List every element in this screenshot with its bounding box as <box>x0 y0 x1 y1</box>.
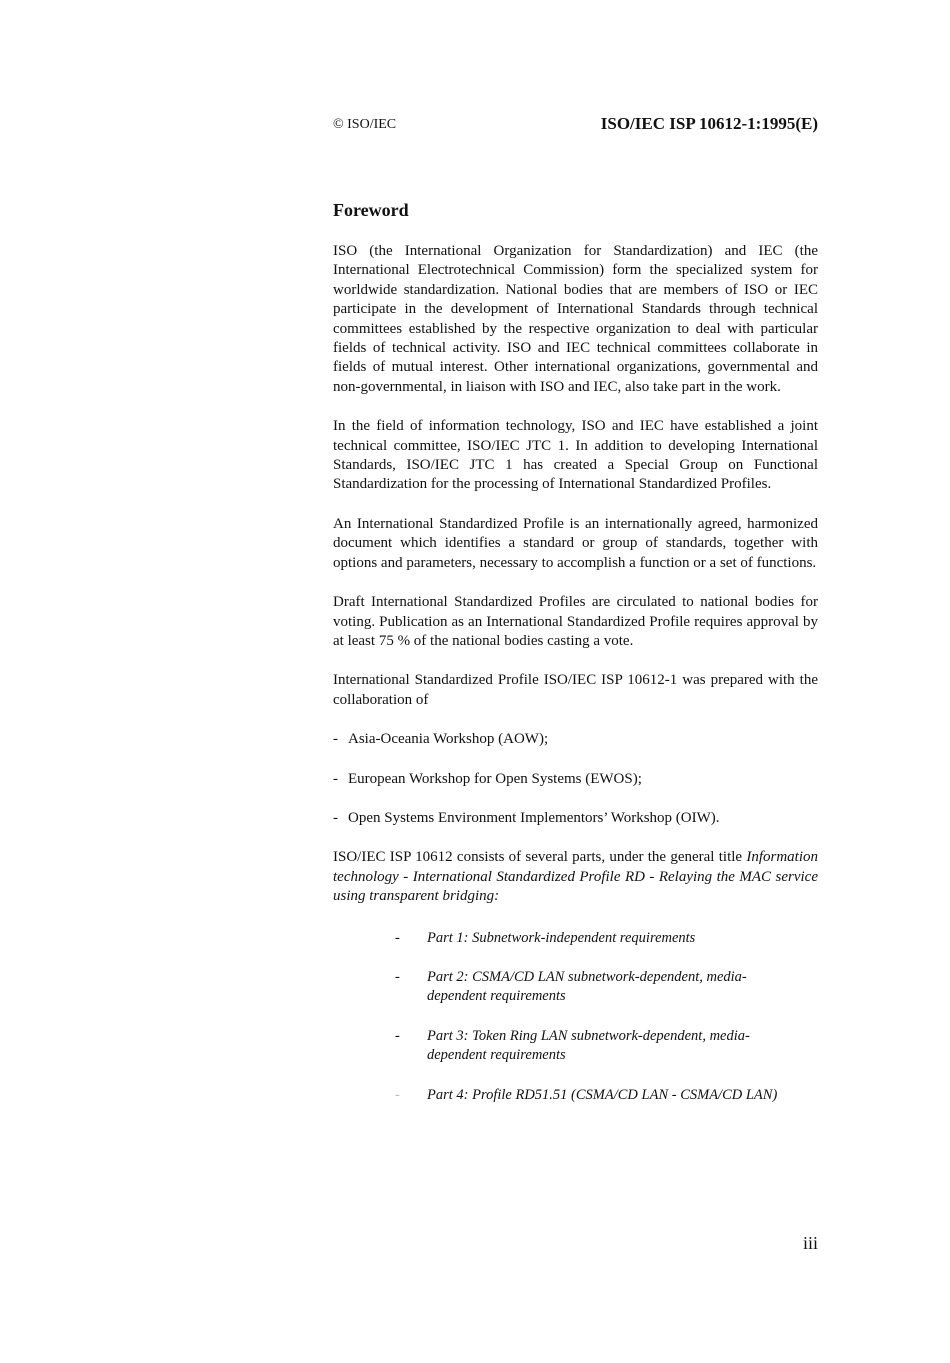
part-title: Part 1: Subnetwork-independent requirements <box>427 929 696 946</box>
workshop-name: European Workshop for Open Systems (EWOS); <box>348 770 642 787</box>
foreword-body <box>333 242 818 1125</box>
list-item <box>333 1086 818 1105</box>
workshop-name: Open Systems Environment Implementors’ Workshop (OIW). <box>348 809 720 826</box>
paragraph: In the field of information technology, ISO and IEC have established a joint technical committee, ISO/IEC JTC 1. In addition to developing International Standards, ISO/IEC JTC 1 has created a Special Group on Functional Standardization for the processing of International Standardized Profiles. <box>333 418 818 493</box>
list-item <box>333 730 818 749</box>
parts-list <box>333 929 818 1105</box>
parts-intro <box>333 848 818 906</box>
list-dash: - <box>333 731 338 748</box>
list-dash: - <box>395 1086 400 1103</box>
part-title: Part 3: Token Ring LAN subnetwork-dependent, media-dependent requirements <box>427 1027 750 1064</box>
header-document-id: ISO/IEC ISP 10612-1:1995(E) <box>600 114 818 133</box>
list-dash: - <box>333 809 338 826</box>
list-item <box>333 1027 818 1066</box>
page-title: Foreword <box>333 200 409 220</box>
part-title: Part 4: Profile RD51.51 (CSMA/CD LAN - CSMA/CD LAN) <box>427 1086 778 1103</box>
list-dash: - <box>333 770 338 787</box>
part-title: Part 2: CSMA/CD LAN subnetwork-dependent, media-dependent requirements <box>427 968 747 1005</box>
list-item <box>333 929 818 948</box>
list-item <box>333 770 818 789</box>
paragraph: Draft International Standardized Profiles are circulated to national bodies for voting. Publication as an International Standardized Profile requires approval by at least 75 % of the national bodies casting a vote. <box>333 594 818 649</box>
page-number: iii <box>802 1233 818 1253</box>
parts-intro-title: Information technology - International Standardized Profile RD - Relaying the MAC service using transparent bridging: <box>333 849 818 905</box>
paragraph: International Standardized Profile ISO/IEC ISP 10612-1 was prepared with the collaboration of <box>333 672 818 708</box>
paragraph: An International Standardized Profile is an internationally agreed, harmonized document which identifies a standard or group of standards, together with options and parameters, necessary to accomplish a function or a set of functions. <box>333 515 818 571</box>
list-dash: - <box>395 968 400 985</box>
list-item <box>333 968 818 1007</box>
list-dash: - <box>395 1027 400 1044</box>
header-copyright: © ISO/IEC <box>333 117 397 132</box>
paragraph: ISO (the International Organization for Standardization) and IEC (the International Electrotechnical Commission) form the specialized system for worldwide standardization. National bodies that are members of ISO or IEC participate in the development of International Standards through technical committees established by the respective organization to deal with particular fields of technical activity. ISO and IEC technical committees collaborate in fields of mutual interest. Other international organizations, governmental and non-governmental, in liaison with ISO and IEC, also take part in the work. <box>333 243 818 395</box>
workshop-name: Asia-Oceania Workshop (AOW); <box>348 731 549 748</box>
list-item <box>333 809 818 828</box>
list-dash: - <box>395 929 400 946</box>
parts-intro-lead: ISO/IEC ISP 10612 consists of several parts, under the general title <box>333 849 743 866</box>
